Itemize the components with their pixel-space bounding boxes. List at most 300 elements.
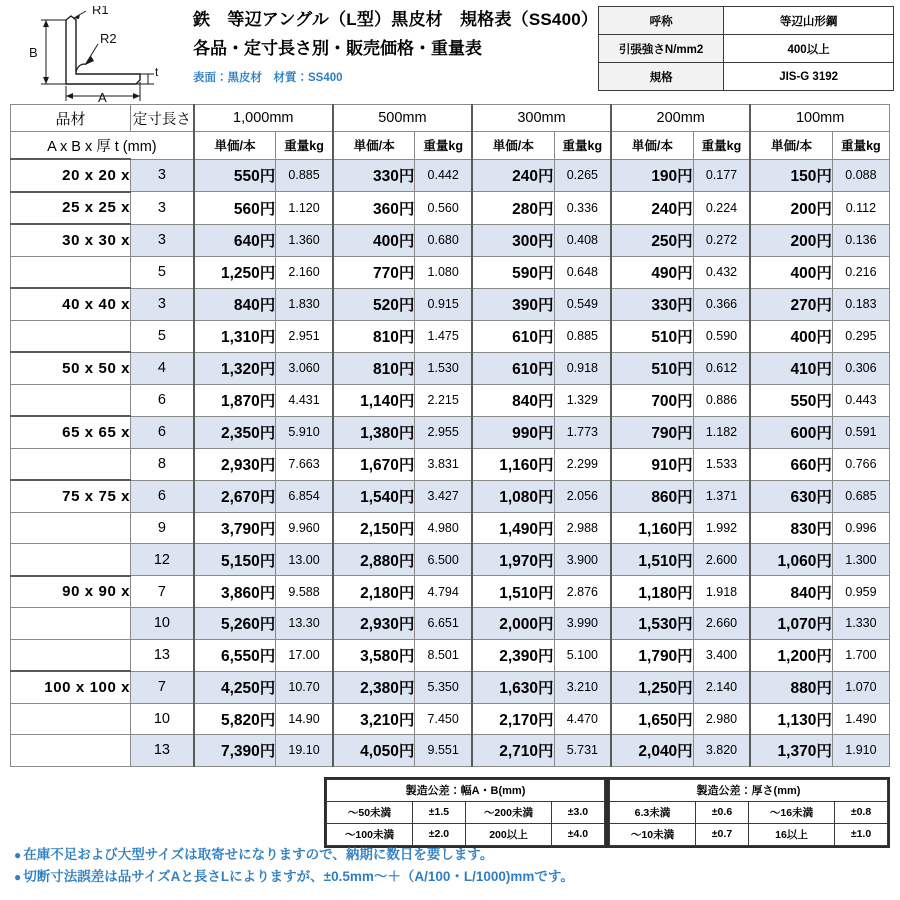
cell-price: 410円 — [750, 352, 832, 384]
th-axb: A x B x 厚 t (mm) — [11, 132, 194, 160]
cell-price: 1,130円 — [750, 703, 832, 735]
cell-price: 600円 — [750, 416, 832, 448]
cell-weight: 7.663 — [276, 448, 333, 480]
cell-thickness: 8 — [131, 448, 194, 480]
cell-weight: 0.272 — [693, 224, 750, 256]
tolerance-width-table — [326, 779, 605, 846]
cell-weight: 0.366 — [693, 288, 750, 320]
cell-price: 550円 — [194, 159, 276, 192]
cell-price: 330円 — [611, 288, 693, 320]
footer-note-0-text: 在庫不足および大型サイズは取寄せになりますので、納期に数日を要します。 — [23, 847, 494, 863]
cell-price: 1,250円 — [194, 256, 276, 288]
cell-weight: 1.360 — [276, 224, 333, 256]
cell-weight: 1.070 — [832, 671, 889, 703]
main-table-wrapper — [0, 104, 900, 767]
cell-weight: 1.533 — [693, 448, 750, 480]
cell-thickness: 7 — [131, 671, 194, 703]
cell-weight: 1.120 — [276, 192, 333, 225]
diagram-label-b: B — [29, 45, 38, 60]
cell-price: 610円 — [472, 352, 554, 384]
cell-weight: 3.427 — [415, 480, 472, 512]
cell-thickness: 4 — [131, 352, 194, 384]
cell-price: 880円 — [750, 671, 832, 703]
th-price-1000: 単価/本 — [194, 132, 276, 160]
cell-weight: 4.470 — [554, 703, 611, 735]
l-profile-outline — [66, 16, 140, 84]
cell-price: 490円 — [611, 256, 693, 288]
cell-weight: 2.876 — [554, 576, 611, 608]
cell-weight: 0.680 — [415, 224, 472, 256]
cell-price: 770円 — [333, 256, 415, 288]
spec-value-1: 400以上 — [724, 35, 894, 63]
cell-weight: 1.992 — [693, 512, 750, 544]
cell-weight: 3.820 — [693, 735, 750, 767]
cell-price: 550円 — [750, 384, 832, 416]
cell-weight: 0.549 — [554, 288, 611, 320]
table-row — [11, 576, 890, 608]
footer-note-0 — [14, 844, 574, 866]
cell-weight: 1.700 — [832, 639, 889, 671]
th-length-200: 200mm — [611, 105, 750, 132]
cell-weight: 13.00 — [276, 544, 333, 576]
cell-price: 1,490円 — [472, 512, 554, 544]
cell-weight: 2.056 — [554, 480, 611, 512]
cell-weight: 0.295 — [832, 320, 889, 352]
th-price-200: 単価/本 — [611, 132, 693, 160]
cell-price: 640円 — [194, 224, 276, 256]
cell-price: 1,670円 — [333, 448, 415, 480]
cell-price: 2,930円 — [194, 448, 276, 480]
th-hinzai: 品材 — [11, 105, 131, 132]
cell-weight: 0.591 — [832, 416, 889, 448]
bullet-icon: ● — [14, 870, 22, 885]
cell-price: 1,630円 — [472, 671, 554, 703]
th-price-500: 単価/本 — [333, 132, 415, 160]
spec-value-2: JIS-G 3192 — [724, 63, 894, 91]
cell-price: 3,580円 — [333, 639, 415, 671]
cell-weight: 2.988 — [554, 512, 611, 544]
cell-weight: 1.910 — [832, 735, 889, 767]
page-header — [0, 0, 900, 104]
spec-key-0: 呼称 — [599, 7, 724, 35]
cell-weight: 1.080 — [415, 256, 472, 288]
cell-weight: 0.265 — [554, 159, 611, 192]
cell-size — [11, 384, 131, 416]
cell-weight: 1.182 — [693, 416, 750, 448]
cell-price: 1,310円 — [194, 320, 276, 352]
cell-weight: 0.177 — [693, 159, 750, 192]
cell-weight: 5.100 — [554, 639, 611, 671]
cell-weight: 2.955 — [415, 416, 472, 448]
cell-price: 810円 — [333, 320, 415, 352]
cell-price: 3,860円 — [194, 576, 276, 608]
cell-price: 1,380円 — [333, 416, 415, 448]
cell-weight: 1.475 — [415, 320, 472, 352]
cell-weight: 0.306 — [832, 352, 889, 384]
cell-size: 90 x 90 x — [11, 576, 131, 608]
table-row — [599, 35, 894, 63]
cell-price: 1,320円 — [194, 352, 276, 384]
table-row — [11, 224, 890, 256]
cell-size — [11, 320, 131, 352]
table-row — [11, 703, 890, 735]
spec-key-1: 引張強さN/mm2 — [599, 35, 724, 63]
cell-thickness: 3 — [131, 192, 194, 225]
cell-weight: 0.088 — [832, 159, 889, 192]
cell-price: 510円 — [611, 352, 693, 384]
cell-weight: 1.773 — [554, 416, 611, 448]
cell-price: 4,050円 — [333, 735, 415, 767]
cell-price: 1,510円 — [472, 576, 554, 608]
cell-thickness: 10 — [131, 608, 194, 640]
cell-weight: 13.30 — [276, 608, 333, 640]
header-row-subcols — [11, 132, 890, 160]
cell-price: 240円 — [472, 159, 554, 192]
cell-price: 2,390円 — [472, 639, 554, 671]
table-row — [11, 448, 890, 480]
th-price-300: 単価/本 — [472, 132, 554, 160]
tol-t-r1c0: 〜10未満 — [609, 823, 695, 845]
cell-price: 5,820円 — [194, 703, 276, 735]
table-row — [11, 735, 890, 767]
a-arrow-right — [133, 93, 140, 99]
cell-weight: 3.900 — [554, 544, 611, 576]
cell-size: 30 x 30 x — [11, 224, 131, 256]
cell-price: 1,370円 — [750, 735, 832, 767]
cell-weight: 0.136 — [832, 224, 889, 256]
cell-weight: 14.90 — [276, 703, 333, 735]
table-row — [11, 512, 890, 544]
table-row — [326, 801, 604, 823]
tol-t-r0c1: ±0.6 — [695, 801, 748, 823]
cell-price: 1,060円 — [750, 544, 832, 576]
cell-weight: 1.300 — [832, 544, 889, 576]
cell-weight: 3.831 — [415, 448, 472, 480]
footer-note-1-text: 切断寸法誤差は品サイズAと長さLによりますが、±0.5mm〜＋（A/100・L/1000)mmです。 — [23, 869, 574, 885]
cell-price: 1,540円 — [333, 480, 415, 512]
th-length-1000: 1,000mm — [194, 105, 333, 132]
cell-price: 2,670円 — [194, 480, 276, 512]
cell-weight: 2.600 — [693, 544, 750, 576]
cell-thickness: 6 — [131, 384, 194, 416]
cell-thickness: 7 — [131, 576, 194, 608]
table-row — [11, 159, 890, 192]
cell-weight: 2.299 — [554, 448, 611, 480]
cell-weight: 2.660 — [693, 608, 750, 640]
th-length-500: 500mm — [333, 105, 472, 132]
cell-price: 400円 — [333, 224, 415, 256]
cell-weight: 0.590 — [693, 320, 750, 352]
cell-weight: 2.980 — [693, 703, 750, 735]
cell-thickness: 13 — [131, 639, 194, 671]
cell-weight: 0.560 — [415, 192, 472, 225]
cell-price: 2,880円 — [333, 544, 415, 576]
cell-weight: 0.959 — [832, 576, 889, 608]
table-row — [326, 823, 604, 845]
cell-weight: 1.329 — [554, 384, 611, 416]
cell-price: 2,180円 — [333, 576, 415, 608]
cell-weight: 1.330 — [832, 608, 889, 640]
cell-weight: 0.216 — [832, 256, 889, 288]
cell-weight: 2.951 — [276, 320, 333, 352]
cell-weight: 0.612 — [693, 352, 750, 384]
cell-price: 6,550円 — [194, 639, 276, 671]
cell-price: 2,150円 — [333, 512, 415, 544]
cell-price: 250円 — [611, 224, 693, 256]
tolerance-thickness-body — [609, 801, 887, 845]
tol-t-r1c1: ±0.7 — [695, 823, 748, 845]
cell-weight: 4.794 — [415, 576, 472, 608]
tol-t-r1c3: ±1.0 — [834, 823, 887, 845]
diagram-label-a: A — [98, 90, 107, 102]
cell-weight: 0.918 — [554, 352, 611, 384]
cell-weight: 3.060 — [276, 352, 333, 384]
tol-w-r1c1: ±2.0 — [412, 823, 465, 845]
b-arrow-top — [43, 20, 49, 27]
cell-price: 3,210円 — [333, 703, 415, 735]
cell-thickness: 13 — [131, 735, 194, 767]
tolerance-thickness-table — [609, 779, 888, 846]
cell-weight: 1.530 — [415, 352, 472, 384]
cell-price: 3,790円 — [194, 512, 276, 544]
table-row — [609, 823, 887, 845]
cell-price: 660円 — [750, 448, 832, 480]
cell-weight: 5.731 — [554, 735, 611, 767]
cell-price: 840円 — [472, 384, 554, 416]
cell-size: 100 x 100 x — [11, 671, 131, 703]
cell-price: 1,160円 — [611, 512, 693, 544]
th-length-100: 100mm — [750, 105, 889, 132]
cell-price: 1,070円 — [750, 608, 832, 640]
tolerance-thickness-head — [609, 779, 887, 801]
cell-price: 1,080円 — [472, 480, 554, 512]
th-length-300: 300mm — [472, 105, 611, 132]
cell-size: 75 x 75 x — [11, 480, 131, 512]
cell-price: 2,930円 — [333, 608, 415, 640]
tol-t-r0c0: 6.3未満 — [609, 801, 695, 823]
cell-weight: 2.215 — [415, 384, 472, 416]
cell-size — [11, 512, 131, 544]
cell-price: 2,380円 — [333, 671, 415, 703]
cell-size: 40 x 40 x — [11, 288, 131, 320]
cell-price: 390円 — [472, 288, 554, 320]
tol-w-r0c1: ±1.5 — [412, 801, 465, 823]
cell-thickness: 6 — [131, 480, 194, 512]
cell-price: 1,160円 — [472, 448, 554, 480]
cell-thickness: 5 — [131, 256, 194, 288]
table-row — [599, 63, 894, 91]
cell-price: 1,650円 — [611, 703, 693, 735]
cell-weight: 1.371 — [693, 480, 750, 512]
table-row — [11, 288, 890, 320]
cell-thickness: 3 — [131, 224, 194, 256]
material-note: 表面：黒皮材 材質：SS400 — [193, 72, 343, 85]
cell-thickness: 10 — [131, 703, 194, 735]
diagram-label-t: t — [155, 65, 159, 79]
table-row — [11, 416, 890, 448]
cell-size: 25 x 25 x — [11, 192, 131, 225]
cell-weight: 0.432 — [693, 256, 750, 288]
table-row — [11, 384, 890, 416]
cell-price: 200円 — [750, 192, 832, 225]
th-weight-300: 重量kg — [554, 132, 611, 160]
cell-price: 1,970円 — [472, 544, 554, 576]
inner-radius-curve — [76, 64, 85, 72]
cell-weight: 0.112 — [832, 192, 889, 225]
specification-table-body — [599, 7, 894, 91]
cell-price: 4,250円 — [194, 671, 276, 703]
cell-weight: 4.431 — [276, 384, 333, 416]
table-row — [609, 801, 887, 823]
cell-weight: 1.830 — [276, 288, 333, 320]
table-row — [11, 256, 890, 288]
cell-price: 2,170円 — [472, 703, 554, 735]
cell-weight: 0.336 — [554, 192, 611, 225]
title-block — [183, 4, 598, 85]
page-title: 鉄 等辺アングル（L型）黒皮材 規格表（SS400） — [193, 10, 599, 29]
cell-thickness: 3 — [131, 288, 194, 320]
angle-profile-diagram — [8, 4, 183, 107]
price-table-head — [11, 105, 890, 160]
cell-weight: 0.442 — [415, 159, 472, 192]
cell-price: 810円 — [333, 352, 415, 384]
cell-price: 1,140円 — [333, 384, 415, 416]
table-row — [11, 639, 890, 671]
table-row — [11, 320, 890, 352]
cell-weight: 10.70 — [276, 671, 333, 703]
tolerance-section — [0, 767, 900, 848]
cell-size — [11, 703, 131, 735]
cell-size — [11, 256, 131, 288]
cell-price: 1,180円 — [611, 576, 693, 608]
cell-price: 790円 — [611, 416, 693, 448]
cell-size: 50 x 50 x — [11, 352, 131, 384]
cell-price: 240円 — [611, 192, 693, 225]
table-row — [326, 779, 604, 801]
footer-notes — [14, 844, 574, 888]
cell-thickness: 9 — [131, 512, 194, 544]
cell-weight: 0.885 — [554, 320, 611, 352]
th-price-100: 単価/本 — [750, 132, 832, 160]
spec-key-2: 規格 — [599, 63, 724, 91]
tol-w-r0c2: 〜200未満 — [465, 801, 551, 823]
cell-weight: 5.350 — [415, 671, 472, 703]
cell-price: 200円 — [750, 224, 832, 256]
a-arrow-left — [66, 93, 73, 99]
price-table-body — [11, 159, 890, 766]
cell-price: 2,710円 — [472, 735, 554, 767]
page-subtitle: 各品・定寸長さ別・販売価格・重量表 — [193, 38, 482, 58]
cell-price: 300円 — [472, 224, 554, 256]
cell-weight: 0.648 — [554, 256, 611, 288]
cell-price: 190円 — [611, 159, 693, 192]
cell-price: 330円 — [333, 159, 415, 192]
cell-price: 2,000円 — [472, 608, 554, 640]
cell-price: 1,510円 — [611, 544, 693, 576]
cell-price: 5,150円 — [194, 544, 276, 576]
cell-weight: 9.960 — [276, 512, 333, 544]
tol-w-r1c3: ±4.0 — [551, 823, 604, 845]
tol-w-r0c3: ±3.0 — [551, 801, 604, 823]
tol-t-r0c2: 〜16未満 — [748, 801, 834, 823]
price-weight-table — [10, 104, 890, 767]
table-row — [11, 671, 890, 703]
th-weight-200: 重量kg — [693, 132, 750, 160]
cell-weight: 2.140 — [693, 671, 750, 703]
cell-weight: 4.980 — [415, 512, 472, 544]
cell-thickness: 5 — [131, 320, 194, 352]
table-row — [11, 352, 890, 384]
cell-weight: 0.685 — [832, 480, 889, 512]
cell-weight: 7.450 — [415, 703, 472, 735]
cell-size — [11, 608, 131, 640]
table-row — [11, 192, 890, 225]
cell-weight: 0.996 — [832, 512, 889, 544]
cell-price: 1,790円 — [611, 639, 693, 671]
cell-price: 840円 — [194, 288, 276, 320]
cell-size — [11, 544, 131, 576]
cell-weight: 9.551 — [415, 735, 472, 767]
cell-weight: 0.183 — [832, 288, 889, 320]
b-arrow-bottom — [43, 77, 49, 84]
cell-price: 400円 — [750, 320, 832, 352]
tolerance-thickness-title: 製造公差：厚さ(mm) — [609, 779, 887, 801]
cell-price: 520円 — [333, 288, 415, 320]
table-row — [11, 608, 890, 640]
cell-weight: 0.915 — [415, 288, 472, 320]
cell-size: 65 x 65 x — [11, 416, 131, 448]
cell-price: 610円 — [472, 320, 554, 352]
cell-price: 400円 — [750, 256, 832, 288]
cell-price: 590円 — [472, 256, 554, 288]
tol-t-r0c3: ±0.8 — [834, 801, 887, 823]
cell-weight: 6.651 — [415, 608, 472, 640]
cell-price: 910円 — [611, 448, 693, 480]
cell-price: 1,530円 — [611, 608, 693, 640]
cell-weight: 0.408 — [554, 224, 611, 256]
spec-value-0: 等辺山形鋼 — [724, 7, 894, 35]
cell-weight: 1.918 — [693, 576, 750, 608]
cell-price: 1,250円 — [611, 671, 693, 703]
cell-weight: 0.766 — [832, 448, 889, 480]
cell-price: 1,870円 — [194, 384, 276, 416]
cell-weight: 0.885 — [276, 159, 333, 192]
bullet-icon: ● — [14, 848, 22, 863]
footer-note-1 — [14, 866, 574, 888]
tol-t-r1c2: 16以上 — [748, 823, 834, 845]
cell-price: 510円 — [611, 320, 693, 352]
cell-weight: 8.501 — [415, 639, 472, 671]
table-row — [11, 480, 890, 512]
cell-price: 270円 — [750, 288, 832, 320]
tolerance-width-body — [326, 801, 604, 845]
th-weight-1000: 重量kg — [276, 132, 333, 160]
tolerance-width-head — [326, 779, 604, 801]
header-row-lengths — [11, 105, 890, 132]
cell-weight: 2.160 — [276, 256, 333, 288]
th-weight-100: 重量kg — [832, 132, 889, 160]
cell-weight: 3.990 — [554, 608, 611, 640]
cell-weight: 19.10 — [276, 735, 333, 767]
cell-price: 1,200円 — [750, 639, 832, 671]
cell-price: 150円 — [750, 159, 832, 192]
cell-price: 2,350円 — [194, 416, 276, 448]
cell-weight: 0.224 — [693, 192, 750, 225]
table-row — [609, 779, 887, 801]
th-weight-500: 重量kg — [415, 132, 472, 160]
tolerance-width-title: 製造公差：幅A・B(mm) — [326, 779, 604, 801]
table-row — [599, 7, 894, 35]
